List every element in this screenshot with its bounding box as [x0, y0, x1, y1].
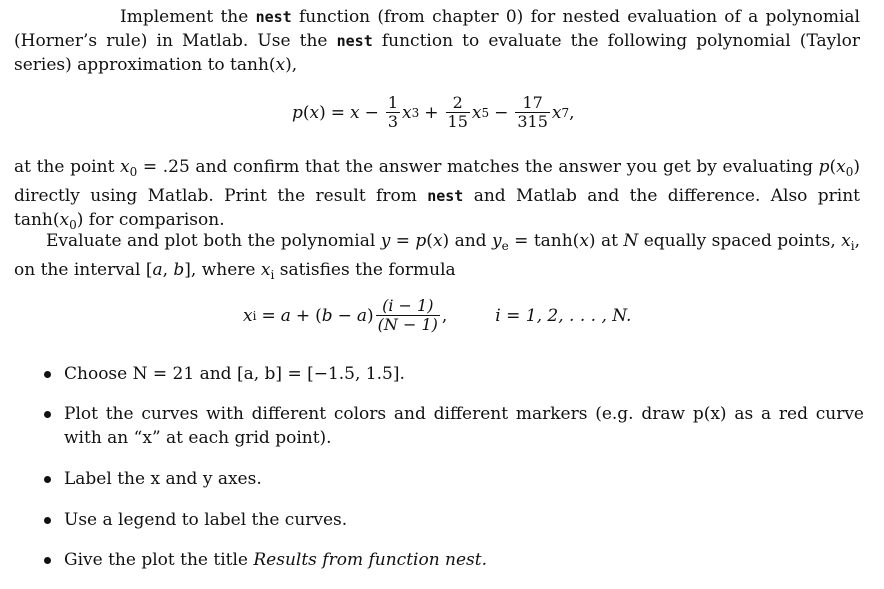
intro-var-x: x [275, 55, 286, 75]
eq1-arg: x [309, 102, 320, 123]
code-nest-2: nest [336, 32, 373, 50]
eq1-f1-den: 3 [387, 112, 399, 131]
eq1-fraction-2 [446, 94, 470, 131]
eq2-numerator: (i − 1) [382, 296, 434, 315]
eq1-f1-num: 1 [387, 93, 399, 112]
p2-code-nest: nest [427, 187, 464, 205]
eq2-index-range: i = 1, 2, . . . , N. [495, 305, 632, 326]
p3-b: b [173, 260, 185, 280]
eq1-exp-3: 7 [561, 105, 570, 120]
p3-text-2: = [390, 231, 416, 251]
p3-ye: y [492, 231, 502, 251]
p2-sub0: 0 [129, 165, 138, 179]
p3-text-6: equally spaced points, [638, 231, 842, 251]
p3-x: x [432, 231, 443, 251]
eq1-f2-den: 15 [447, 112, 468, 131]
p3-text-3: and [449, 231, 492, 251]
eq2-b: b [321, 305, 333, 326]
p2-text-5: ) for comparison. [76, 210, 225, 230]
eq1-exp-1: 3 [411, 105, 420, 120]
paragraph-intro [14, 5, 860, 77]
p2-text-1: at the point [14, 157, 121, 177]
eq1-f3-den: 315 [517, 112, 548, 131]
bullet-item-5 [40, 548, 860, 572]
p3-a: a [152, 260, 163, 280]
eq2-denominator: (N − 1) [377, 315, 438, 334]
bullet-text-3: Label the x and y axes. [64, 469, 262, 489]
code-nest-1: nest [255, 8, 292, 26]
eq2-a: a [280, 305, 291, 326]
intro-text-4: ), [285, 55, 298, 75]
bullet-item-4 [40, 508, 860, 532]
eq2-fraction [376, 297, 440, 334]
p2-text-4: and Matlab and the difference. Also print tanh( [14, 186, 860, 230]
eq1-f2-num: 2 [452, 93, 463, 112]
eq1-exp-2: 5 [481, 105, 490, 120]
bullet-item-2 [40, 402, 864, 450]
p2-p: p [818, 157, 830, 177]
eq1-f3-num: 17 [522, 93, 543, 112]
paragraph-plot-instructions: Evaluate and plot both the polynomial y = p(x) and $y_e = \tanh(x)$ at N equally spaced points, $x_i$, on the interval [a, b], where $x_i$ satisfies the formula [14, 231, 860, 282]
equation-grid-points: x i = a + ( b − a ) $\frac{(i - 1)}{(N - 1)}$ , i = 1, 2, . . . , N. [243, 296, 632, 334]
plot-title-italic: Results from function nest. [253, 550, 488, 570]
bullet-dot-icon [44, 411, 51, 418]
intro-text-2: function (from chapter 0) for nested evaluation of a polynomial (Horner’s rule) in Matlab. Use the [14, 7, 860, 51]
p2-text-3: directly using Matlab. Print the result from [14, 186, 428, 206]
p3-text-9: satisfies the formula [274, 260, 456, 280]
p2-text-2: = .25 and confirm that the answer matches the answer you get by evaluating [137, 157, 819, 177]
p3-sub-i: i [850, 239, 855, 253]
p2-x0: x [120, 157, 130, 177]
p3-sub-e: e [501, 239, 509, 253]
eq2-sub-i: i [252, 308, 257, 323]
paragraph-evaluate-point: at the point $x_0 = .25$ and confirm that the answer matches the answer you get by evaluating $p(x_0)$ directly using Matlab. Print the result from nest and Matlab and the difference. Also print $\tanh(x_0)$ for comparison. [14, 157, 860, 232]
bullet-dot-icon [44, 557, 51, 564]
equation-taylor-polynomial: p ( x ) = x − $\frac{1}{3}$ x 3 + $\frac{2}{15}$ x 5 − $\frac{17}{315}$ x 7 , [292, 93, 575, 131]
p3-text-5: ) at [588, 231, 624, 251]
intro-text-3: function to evaluate the following polynomial (Taylor series) approximation to tanh( [14, 31, 860, 75]
eq1-p: p [292, 102, 303, 123]
eq1-fraction-3 [515, 94, 550, 131]
intro-text-1: Implement the [120, 7, 256, 27]
p3-text-4: = tanh( [508, 231, 580, 251]
eq2-x: x [243, 305, 253, 326]
bullet-dot-icon [44, 517, 51, 524]
p3-text-7: , on the interval [ [14, 231, 860, 280]
p3-text-1: Evaluate and plot both the polynomial [46, 231, 381, 251]
eq1-term1: x [350, 102, 360, 123]
bullet-text-5 [64, 548, 864, 572]
p3-y: y [380, 231, 391, 251]
p3-N: N [623, 231, 639, 251]
eq1-fraction-1 [386, 94, 400, 131]
bullet-dot-icon [44, 476, 51, 483]
bullet-text-1: Choose N = 21 and [a, b] = [−1.5, 1.5]. [64, 364, 405, 384]
bullet-text-2: Plot the curves with different colors and different markers (e.g. draw p(x) as a red curve with an “x” at each grid point). [64, 404, 864, 448]
bullet-item-1 [40, 362, 860, 386]
p3-xi: x [841, 231, 851, 251]
bullet-item-3 [40, 467, 860, 491]
bullet-text-4: Use a legend to label the curves. [64, 510, 348, 530]
p3-p: p [415, 231, 427, 251]
bullet-dot-icon [44, 371, 51, 378]
bullet-text-5-prefix: Give the plot the title [64, 550, 254, 570]
p3-text-8: ], where [184, 260, 261, 280]
